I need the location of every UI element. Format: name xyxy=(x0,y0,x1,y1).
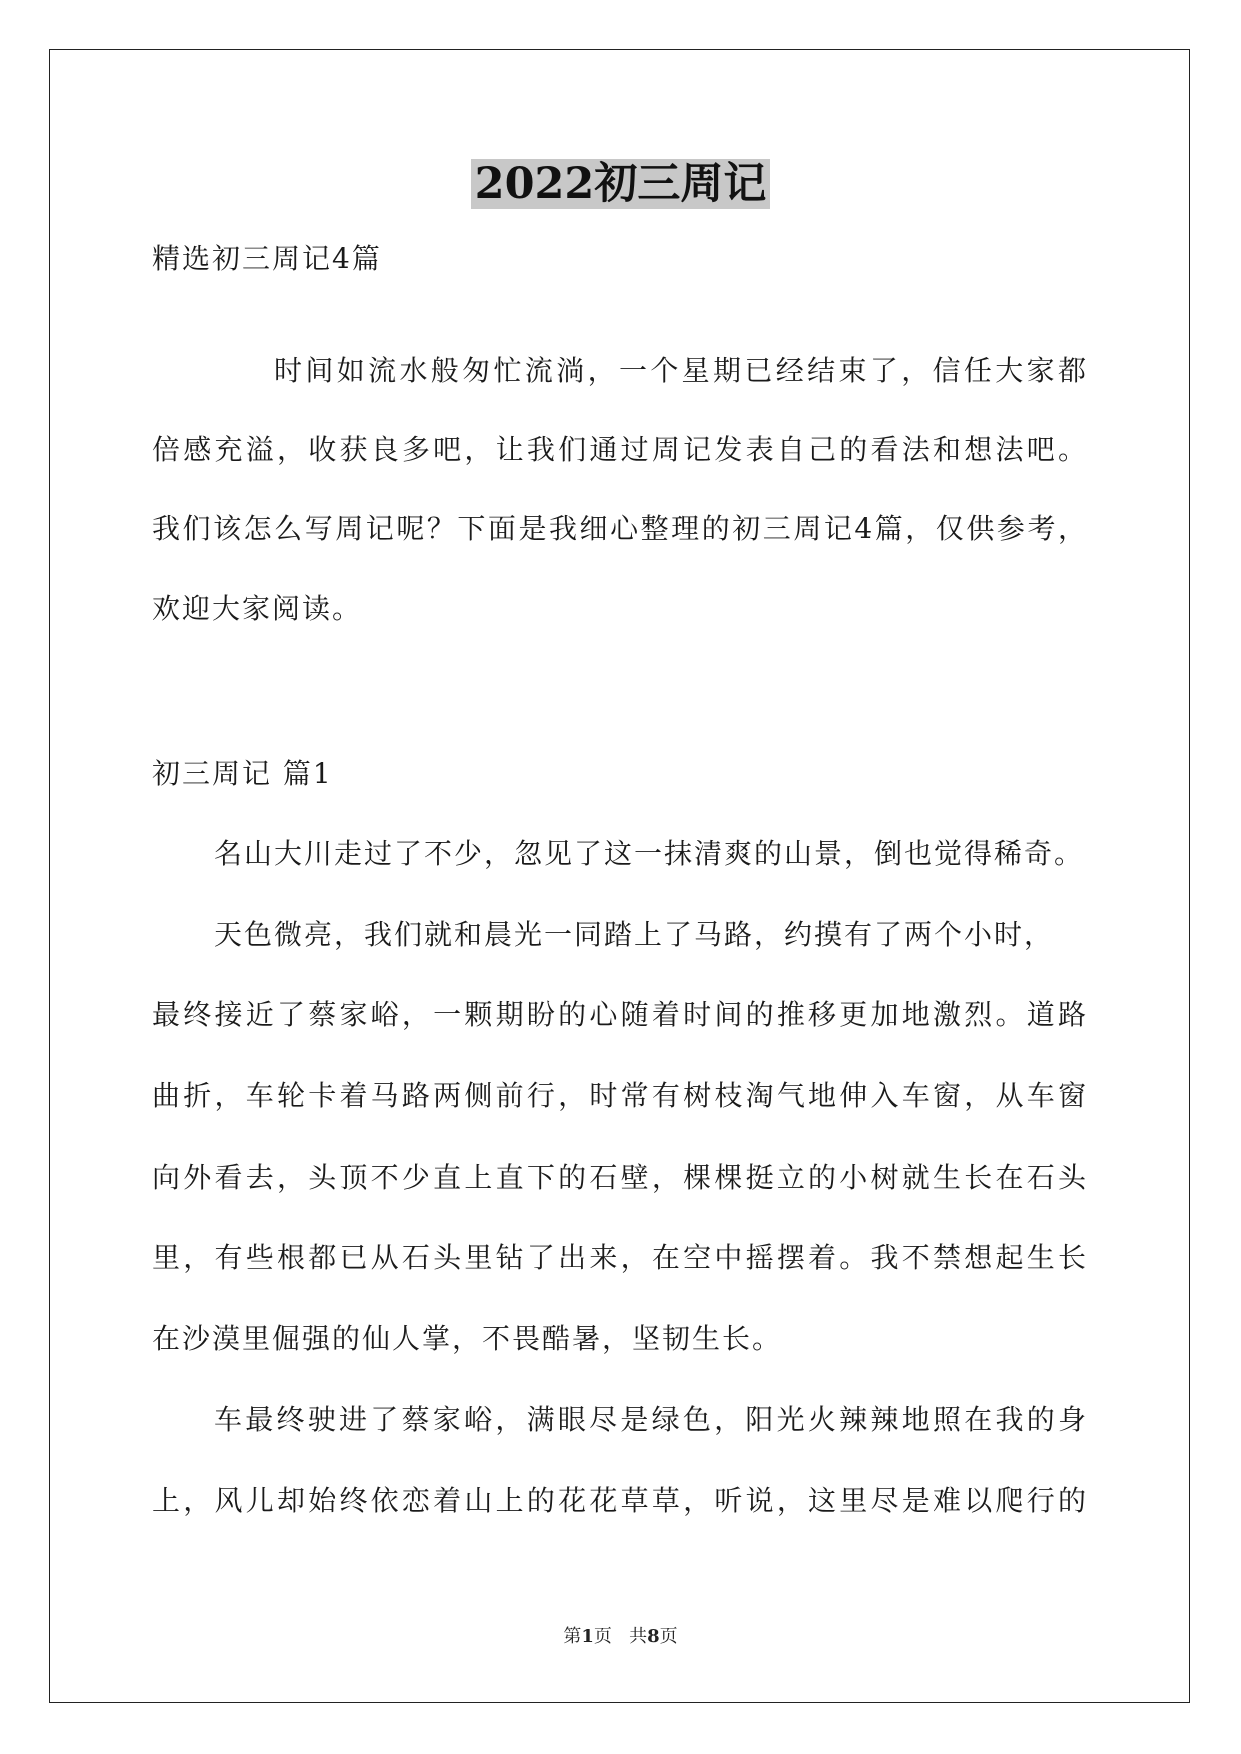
paragraph-line: 曲折，车轮卡着马路两侧前行，时常有树枝淘气地伸入车窗，从车窗 xyxy=(152,1079,1086,1112)
page-suffix: 页 xyxy=(593,1626,612,1647)
intro-line: 时间如流水般匆忙流淌，一个星期已经结束了，信任大家都 xyxy=(274,354,1086,387)
paragraph-line: 在沙漠里倔强的仙人掌，不畏酷暑，坚韧生长。 xyxy=(152,1322,783,1355)
paragraph-line: 里，有些根都已从石头里钻了出来，在空中摇摆着。我不禁想起生长 xyxy=(152,1241,1086,1274)
total-prefix: 共 xyxy=(629,1626,648,1647)
intro-line: 欢迎大家阅读。 xyxy=(152,592,363,625)
document-title xyxy=(0,156,1241,212)
page-footer xyxy=(0,1625,1241,1649)
total-suffix: 页 xyxy=(659,1626,678,1647)
paragraph-line: 上，风儿却始终依恋着山上的花花草草，听说，这里尽是难以爬行的 xyxy=(152,1484,1086,1517)
paragraph-line: 向外看去，头顶不少直上直下的石壁，棵棵挺立的小树就生长在石头 xyxy=(152,1161,1086,1194)
document-title-text: 2022初三周记 xyxy=(471,159,771,209)
page-number: 1 xyxy=(581,1626,594,1647)
paragraph-line: 天色微亮，我们就和晨光一同踏上了马路，约摸有了两个小时， xyxy=(214,918,1055,951)
total-pages: 8 xyxy=(647,1626,660,1647)
page-prefix: 第 xyxy=(563,1626,582,1647)
page-border xyxy=(49,49,1190,1703)
intro-line: 我们该怎么写周记呢？下面是我细心整理的初三周记4篇，仅供参考， xyxy=(152,512,1086,545)
paragraph-line: 车最终驶进了蔡家峪，满眼尽是绿色，阳光火辣辣地照在我的身 xyxy=(214,1403,1086,1436)
document-subtitle: 精选初三周记4篇 xyxy=(152,242,382,275)
paragraph-line: 名山大川走过了不少，忽见了这一抹清爽的山景，倒也觉得稀奇。 xyxy=(214,837,1085,870)
intro-line: 倍感充溢，收获良多吧，让我们通过周记发表自己的看法和想法吧。 xyxy=(152,433,1086,466)
paragraph-line: 最终接近了蔡家峪，一颗期盼的心随着时间的推移更加地激烈。道路 xyxy=(152,998,1086,1031)
section-heading: 初三周记 篇1 xyxy=(152,757,333,790)
